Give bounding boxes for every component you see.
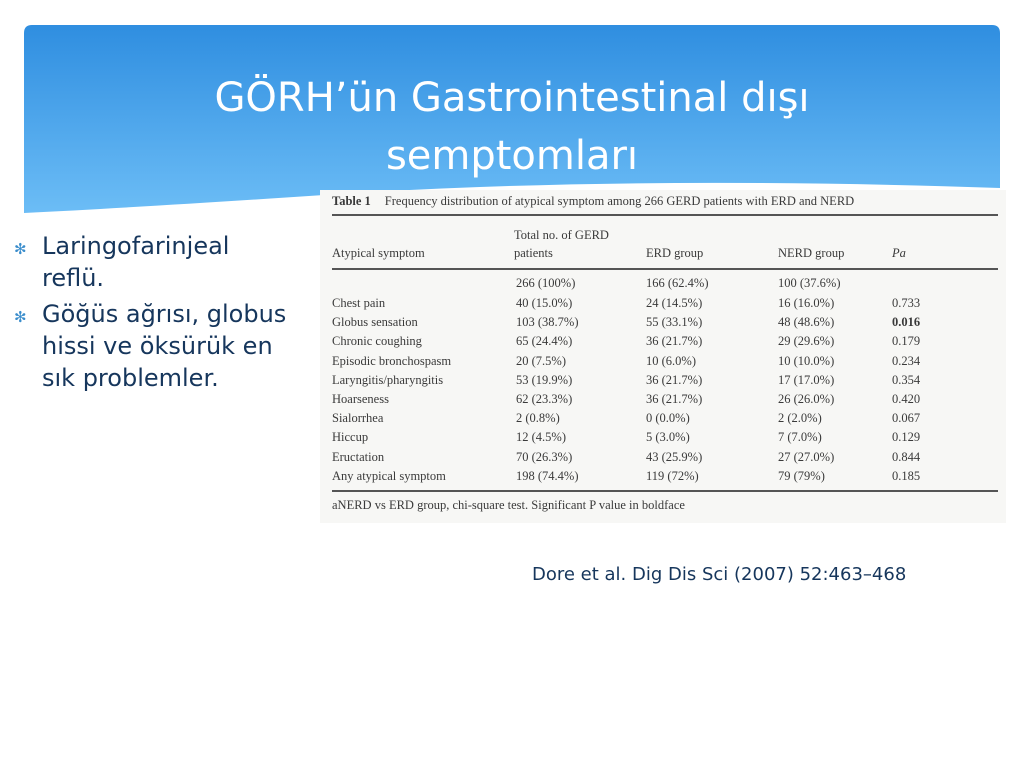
table-header-rule xyxy=(332,268,998,270)
row-value-cell: 62 (23.3%) xyxy=(516,392,573,406)
row-p-value-cell: 0.234 xyxy=(892,354,921,368)
row-symptom-cell: Globus sensation xyxy=(332,315,418,329)
row-symptom-cell: Hiccup xyxy=(332,430,369,444)
header-symptom: Atypical symptom xyxy=(332,246,425,260)
row-symptom-cell: Sialorrhea xyxy=(332,411,384,425)
row-value-cell: 17 (17.0%) xyxy=(778,373,835,387)
bullet-item xyxy=(14,230,294,294)
row-symptom-cell: Chronic coughing xyxy=(332,334,422,348)
row-p-value-cell: 0.179 xyxy=(892,334,921,348)
asterisk-bullet-icon: ✻ xyxy=(14,308,27,326)
row-value-cell: 27 (27.0%) xyxy=(778,450,835,464)
totals-cell: 100 (37.6%) xyxy=(778,276,841,290)
row-value-cell: 24 (14.5%) xyxy=(646,296,703,310)
row-value-cell: 40 (15.0%) xyxy=(516,296,573,310)
row-value-cell: 10 (6.0%) xyxy=(646,354,696,368)
bullet-text: Göğüs ağrısı, globus hissi ve öksürük en sık problemler. xyxy=(42,300,287,392)
row-value-cell: 119 (72%) xyxy=(646,469,699,483)
row-value-cell: 16 (16.0%) xyxy=(778,296,835,310)
row-symptom-cell: Any atypical symptom xyxy=(332,469,446,483)
row-p-value-cell: 0.129 xyxy=(892,430,921,444)
row-value-cell: 12 (4.5%) xyxy=(516,430,566,444)
row-symptom-cell: Eructation xyxy=(332,450,385,464)
bullet-item xyxy=(14,298,294,394)
row-p-value-cell: 0.844 xyxy=(892,450,921,464)
citation: Dore et al. Dig Dis Sci (2007) 52:463–468 xyxy=(532,564,907,585)
totals-cell: 266 (100%) xyxy=(516,276,576,290)
row-value-cell: 198 (74.4%) xyxy=(516,469,579,483)
row-value-cell: 65 (24.4%) xyxy=(516,334,573,348)
row-value-cell: 48 (48.6%) xyxy=(778,315,835,329)
row-p-value-cell: 0.733 xyxy=(892,296,921,310)
row-p-value-cell: 0.016 xyxy=(892,315,921,329)
table-bottom-rule xyxy=(332,490,998,492)
row-value-cell: 36 (21.7%) xyxy=(646,334,703,348)
header-nerd: NERD group xyxy=(778,246,845,260)
row-symptom-cell: Laryngitis/pharyngitis xyxy=(332,373,444,387)
header-total: Total no. of GERD patients xyxy=(514,228,609,260)
row-value-cell: 53 (19.9%) xyxy=(516,373,573,387)
row-symptom-cell: Episodic bronchospasm xyxy=(332,354,452,368)
slide-title xyxy=(24,69,1000,185)
row-value-cell: 2 (0.8%) xyxy=(516,411,560,425)
row-value-cell: 26 (26.0%) xyxy=(778,392,835,406)
row-value-cell: 36 (21.7%) xyxy=(646,373,703,387)
row-value-cell: 103 (38.7%) xyxy=(516,315,579,329)
header-erd: ERD group xyxy=(646,246,704,260)
row-p-value-cell: 0.354 xyxy=(892,373,921,387)
header-p: Pa xyxy=(892,246,906,260)
row-symptom-cell: Hoarseness xyxy=(332,392,389,406)
table-top-rule xyxy=(332,214,998,216)
bullet-list xyxy=(14,230,294,398)
row-symptom-cell: Chest pain xyxy=(332,296,386,310)
table-label: Table 1 xyxy=(332,194,371,208)
row-value-cell: 7 (7.0%) xyxy=(778,430,822,444)
row-value-cell: 55 (33.1%) xyxy=(646,315,703,329)
row-value-cell: 29 (29.6%) xyxy=(778,334,835,348)
row-p-value-cell: 0.067 xyxy=(892,411,921,425)
table-footnote: aNERD vs ERD group, chi-square test. Significant P value in boldface xyxy=(332,498,685,512)
table-caption xyxy=(332,194,854,209)
title-banner xyxy=(24,25,1000,213)
row-value-cell: 10 (10.0%) xyxy=(778,354,835,368)
row-p-value-cell: 0.185 xyxy=(892,469,921,483)
slide-title-line-1: GÖRH’ün Gastrointestinal dışı xyxy=(214,75,810,121)
row-value-cell: 70 (26.3%) xyxy=(516,450,573,464)
row-value-cell: 43 (25.9%) xyxy=(646,450,703,464)
table-image xyxy=(320,190,1006,523)
bullet-text: Laringofarinjeal reflü. xyxy=(42,232,230,292)
table-caption-text: Frequency distribution of atypical symptom among 266 GERD patients with ERD and NERD xyxy=(384,194,855,208)
row-value-cell: 20 (7.5%) xyxy=(516,354,566,368)
slide-title-line-2: semptomları xyxy=(385,133,639,179)
row-value-cell: 2 (2.0%) xyxy=(778,411,822,425)
row-value-cell: 36 (21.7%) xyxy=(646,392,703,406)
asterisk-bullet-icon: ✻ xyxy=(14,240,27,258)
row-value-cell: 5 (3.0%) xyxy=(646,430,690,444)
totals-cell: 166 (62.4%) xyxy=(646,276,709,290)
row-p-value-cell: 0.420 xyxy=(892,392,921,406)
row-value-cell: 0 (0.0%) xyxy=(646,411,690,425)
row-value-cell: 79 (79%) xyxy=(778,469,825,483)
